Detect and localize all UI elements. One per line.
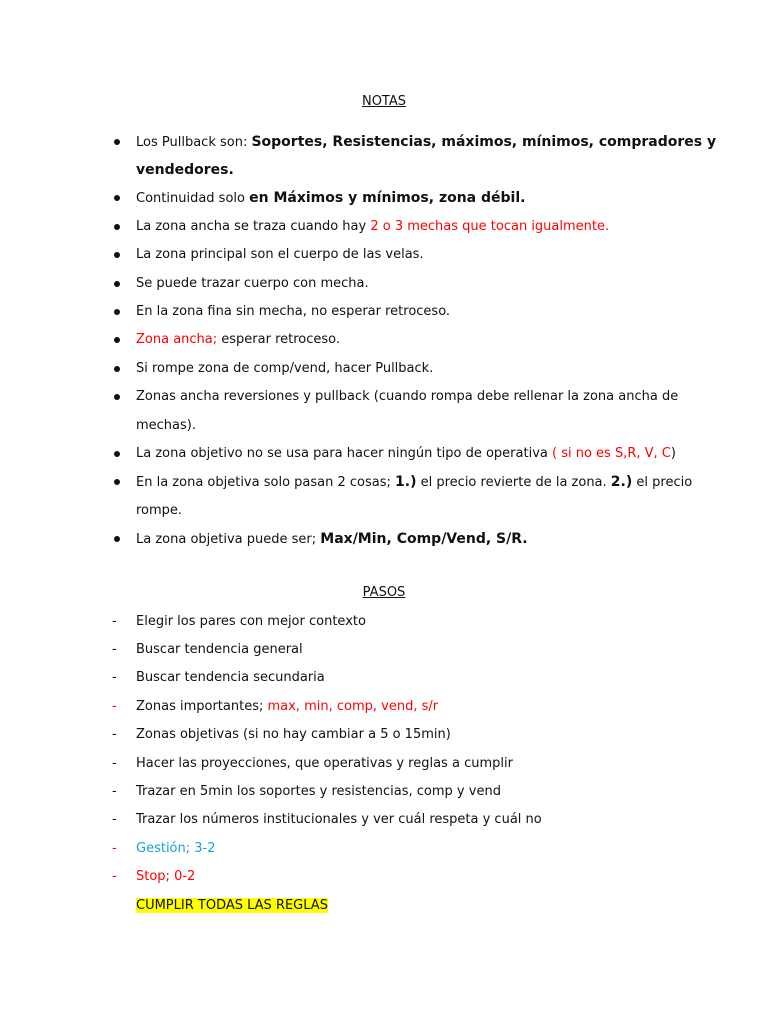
dash-marker: - (112, 613, 117, 629)
notas-item-line (136, 213, 656, 241)
notas-item-line (136, 298, 656, 326)
notas-item-line (136, 497, 656, 525)
text-segment: Zonas ancha reversiones y pullback (cuando rompa debe rellenar la zona ancha de (136, 389, 679, 405)
text-segment: En la zona objetiva solo pasan 2 cosas; (136, 475, 396, 491)
text-segment: Trazar en 5min los soportes y resistencias, comp y vend (136, 783, 501, 799)
text-segment: Trazar los números institucionales y ver cuál respeta y cuál no (136, 812, 542, 828)
text-segment: el precio revierte de la zona. (416, 475, 611, 491)
text-segment: Elegir los pares con mejor contexto (136, 613, 366, 629)
text-segment: Stop; 0-2 (136, 869, 196, 885)
pasos-heading: PASOS (362, 585, 406, 600)
text-segment: Zonas importantes; (136, 698, 268, 714)
notas-item-line (136, 412, 656, 440)
text-segment: La zona ancha se traza cuando hay (136, 218, 371, 234)
text-segment: Zonas objetivas (si no hay cambiar a 5 o 15min) (136, 727, 451, 743)
text-segment: 1.) (395, 474, 417, 491)
text-segment: rompe. (136, 502, 183, 518)
pasos-item (136, 863, 656, 891)
text-segment: Zona ancha; (136, 332, 218, 348)
pasos-item (136, 778, 656, 806)
pasos-item (136, 721, 656, 749)
text-segment: Si rompe zona de comp/vend, hacer Pullback. (136, 360, 434, 376)
text-segment: La zona principal son el cuerpo de las velas. (136, 247, 424, 263)
dash-marker: - (112, 812, 117, 828)
dash-marker: - (112, 641, 117, 657)
notas-item-line (136, 184, 656, 213)
text-segment: La zona objetivo no se usa para hacer ningún tipo de operativa (136, 445, 552, 461)
dash-marker: - (112, 840, 117, 856)
text-segment: en Máximos y mínimos, zona débil. (249, 190, 526, 207)
text-segment: Hacer las proyecciones, que operativas y reglas a cumplir (136, 755, 513, 771)
text-segment: ( si no es S,R, V, C (552, 445, 671, 461)
dash-marker: - (112, 783, 117, 799)
notas-item-line (136, 241, 656, 269)
dash-marker: - (112, 698, 117, 714)
notas-item-line (136, 128, 717, 157)
pasos-item (136, 608, 656, 636)
text-segment: ) (670, 445, 676, 461)
text-segment: CUMPLIR TODAS LAS REGLAS (136, 897, 328, 913)
text-segment: En la zona fina sin mecha, no esperar retroceso. (136, 303, 451, 319)
notas-item-line (136, 156, 656, 185)
pasos-item (136, 693, 656, 721)
notas-item-line (136, 355, 656, 383)
text-segment: Continuidad solo (136, 191, 250, 207)
notas-item-line (136, 440, 676, 468)
text-segment: vendedores. (136, 161, 234, 178)
pasos-item (136, 750, 656, 778)
notas-item-line (136, 525, 656, 554)
pasos-item (136, 664, 656, 692)
text-segment: el precio (632, 475, 693, 491)
notas-item-line (136, 468, 693, 497)
pasos-item (136, 806, 656, 834)
text-segment: Gestión; 3-2 (136, 840, 216, 856)
text-segment: Los Pullback son: (136, 134, 252, 150)
pasos-item (136, 835, 656, 863)
dash-marker: - (112, 670, 117, 686)
text-segment: mechas). (136, 417, 196, 433)
text-segment: La zona objetiva puede ser; (136, 532, 321, 548)
text-segment: Soportes, Resistencias, máximos, mínimos, compradores y (251, 133, 717, 150)
text-segment: max, min, comp, vend, s/r (267, 698, 439, 714)
notas-item-line (136, 383, 679, 411)
notas-item-line (136, 270, 656, 298)
text-segment: Se puede trazar cuerpo con mecha. (136, 275, 369, 291)
text-segment: Buscar tendencia secundaria (136, 670, 325, 686)
pasos-item (136, 636, 656, 664)
text-segment: 2 o 3 mechas que tocan igualmente. (370, 218, 610, 234)
text-segment: 2.) (610, 474, 633, 491)
dash-marker: - (112, 727, 117, 743)
pasos-item (136, 892, 656, 920)
text-segment: esperar retroceso. (217, 332, 341, 348)
text-segment: Max/Min, Comp/Vend, S/R. (320, 531, 528, 548)
dash-marker: - (112, 869, 117, 885)
notas-heading: NOTAS (361, 94, 407, 109)
dash-marker: - (112, 755, 117, 771)
notas-item-line (136, 326, 656, 354)
text-segment: Buscar tendencia general (136, 641, 303, 657)
